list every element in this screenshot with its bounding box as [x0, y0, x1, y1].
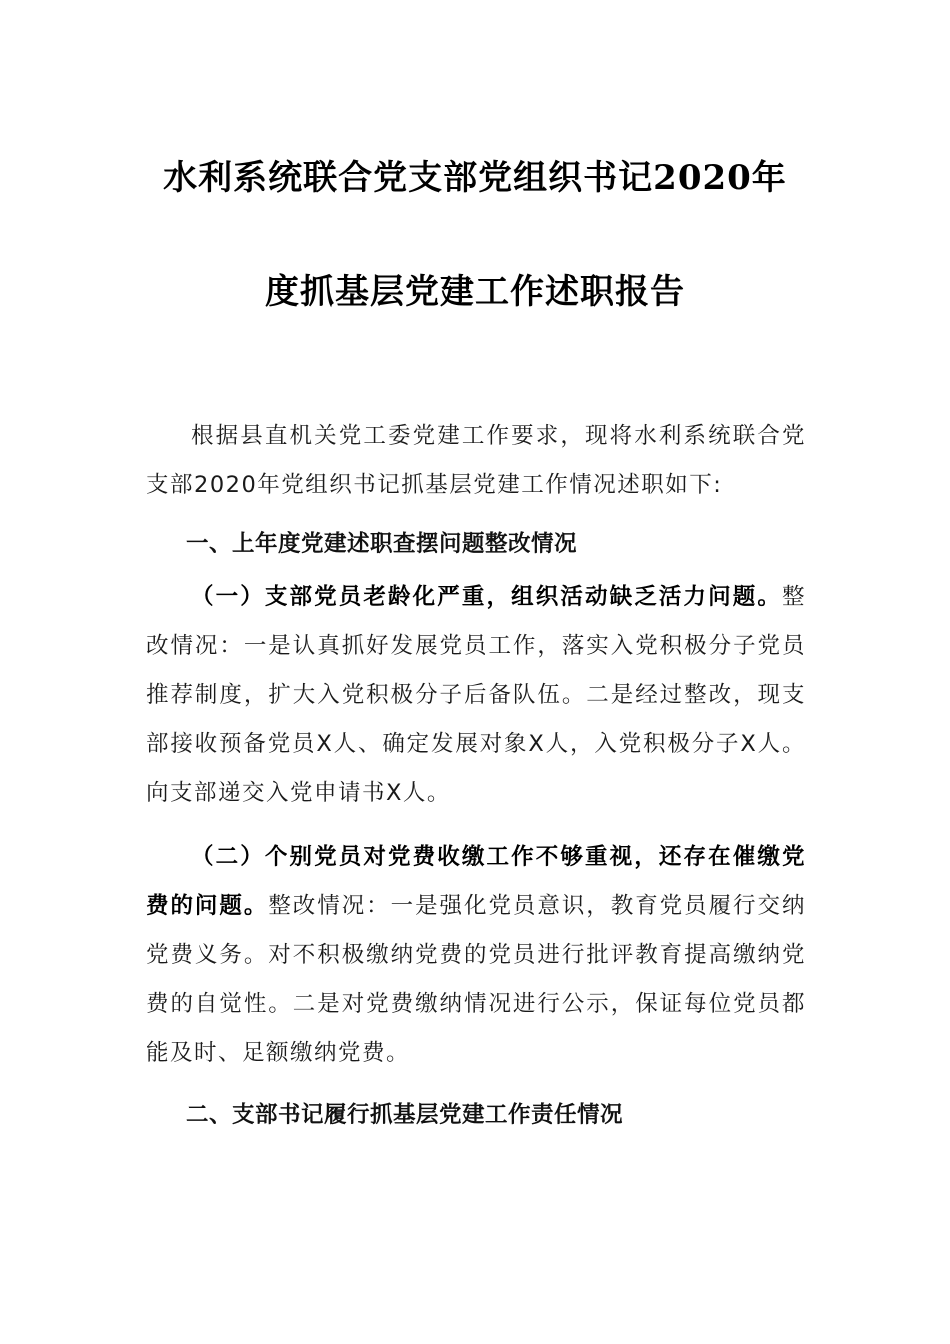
intro-paragraph: 根据县直机关党工委党建工作要求，现将水利系统联合党支部2020年党组织书记抓基层党建工作情况述职如下: [146, 423, 806, 498]
item-1-body: 整改情况：一是认真抓好发展党员工作，落实入党积极分子党员推荐制度，扩大入党积极分子后备队伍。二是经过整改，现支部接收预备党员X人、确定发展对象X人，入党积极分子X人。向支部递交入党申请书X人。 [146, 584, 806, 806]
item-2-heading: （二）个别党员对党费收缴工作不够重视，还存在催缴党费的问题。 [146, 844, 806, 919]
document-title-line-2: 度抓基层党建工作述职报告 [265, 272, 685, 312]
item-2-body: 整改情况：一是强化党员意识，教育党员履行交纳党费义务。对不积极缴纳党费的党员进行批评教育提高缴纳党费的自觉性。二是对党费缴纳情况进行公示，保证每位党员都能及时、足额缴纳党费。 [146, 893, 806, 1066]
item-1-heading: （一）支部党员老龄化严重，组织活动缺乏活力问题。 [191, 584, 782, 610]
section-1-heading: 一、上年度党建述职查摆问题整改情况 [186, 531, 578, 557]
item-2-paragraph [146, 833, 806, 1078]
document-title-line-1: 水利系统联合党支部党组织书记2020年 [163, 158, 787, 198]
section-2-heading: 二、支部书记履行抓基层党建工作责任情况 [186, 1102, 624, 1128]
item-1-paragraph [146, 573, 806, 818]
